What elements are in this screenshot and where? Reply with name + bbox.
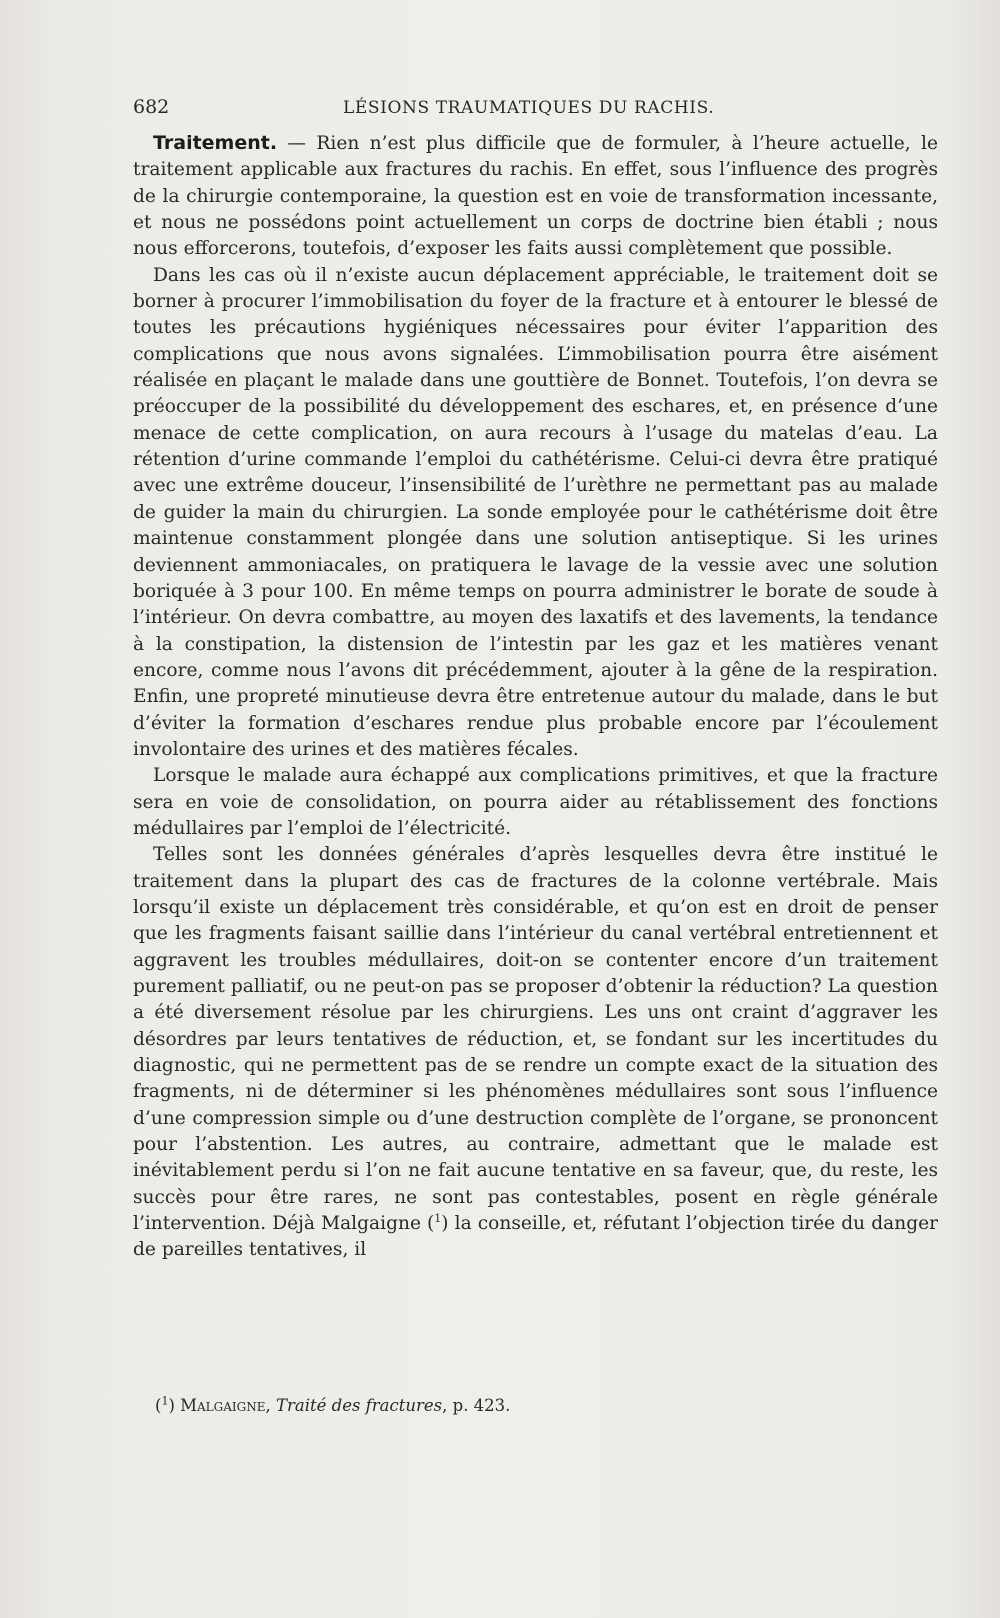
heading-dash: — xyxy=(277,133,317,154)
paragraph-1-text: Rien n’est plus difficile que de formuler, à l’heure actuelle, le traitement applicable aux fractures du rachis. En effet, sous l’influence des progrès de la chirurgie contemporaine, la question est en voie de transformation incessante, et nous ne possédons point actuellement un corps de doctrine bien établi ; nous nous efforcerons, toutefois, d’exposer les faits aussi complètement que possible. xyxy=(133,133,938,260)
paragraph-3: Lorsque le malade aura échappé aux complications primitives, et que la fracture sera en voie de consolidation, on pourra aider au rétablissement des fonctions médullaires par l’emploi de l’électricité. xyxy=(133,765,938,839)
paragraph-2: Dans les cas où il n’existe aucun déplacement appréciable, le traitement doit se borner à procurer l’immobilisation du foyer de la fracture et à entourer le blessé de toutes les précautions hygiéniques nécessaires pour éviter l’apparition des complications que nous avons signalées. L’immobilisation pourra être aisément réalisée en plaçant le malade dans une gouttière de Bonnet. Toutefois, l’on devra se préoccuper de la possibilité du développement des eschares, et, en présence d’une menace de cette complication, on aura recours à l’usage du matelas d’eau. La rétention d’urine commande l’emploi du cathétérisme. Celui-ci devra être pratiqué avec une extrême douceur, l’insensibilité de l’urèthre ne permettant pas au malade de guider la main du chirurgien. La sonde employée pour le cathétérisme doit être maintenue constamment plongée dans une solution antiseptique. Si les urines deviennent ammoniacales, on pratiquera le lavage de la vessie avec une solution boriquée à 3 pour 100. En même temps on pourra administrer le borate de soude à l’intérieur. On devra combattre, au moyen des laxatifs et des lavements, la tendance à la constipation, la distension de l’intestin par les gaz et les matières venant encore, comme nous l’avons dit précédemment, ajouter à la gêne de la respiration. Enfin, une propreté minutieuse devra être entretenue autour du malade, dans le but d’éviter la formation d’eschares rendue plus probable encore par l’écoulement involontaire des urines et des matières fécales. xyxy=(133,264,938,760)
footnote-reference: 1 xyxy=(434,1211,442,1225)
page-number: 682 xyxy=(133,96,170,118)
footnote-title: Traité des fractures xyxy=(276,1396,443,1415)
paragraph-4-text-a: Telles sont les données générales d’après lesquelles devra être institué le traitement dans la plupart des cas de fractures de la colonne vertébrale. Mais lorsqu’il existe un déplacement très considérable, et qu’on est en droit de penser que les fragments faisant saillie dans l’intérieur du canal vertébral entretiennent et aggravent les troubles médullaires, doit-on se contenter encore d’un traitement purement palliatif, ou ne peut-on pas se proposer d’obtenir la réduction? La question a été diversement résolue par les chirurgiens. Les uns ont craint d’aggraver les désordres par leurs tentatives de réduction, et, se fondant sur les incertitudes du diagnostic, qui ne permettent pas de se rendre un compte exact de la situation des fragments, ni de déterminer si les phénomènes médullaires sont sous l’influence d’une compression simple ou d’une destruction complète de l’organe, se prononcent pour l’abstention. Les autres, au contraire, admettant que le malade est inévitablement perdu si l’on ne fait aucune tentative en sa faveur, que, du reste, les succès pour être rares, ne sont pas contestables, posent en règle générale l’intervention. Déjà Malgaigne ( xyxy=(133,844,938,1235)
footnote-author: Malgaigne xyxy=(180,1396,266,1415)
running-title: LÉSIONS TRAUMATIQUES DU RACHIS. xyxy=(343,98,715,118)
footnote-comma: , xyxy=(265,1396,276,1415)
footnote-mark: 1 xyxy=(161,1394,169,1408)
paragraph-4 xyxy=(133,842,938,1264)
footnote: ($^1$) Malgaigne, Traité des fractures, p. 423. xyxy=(155,1394,511,1415)
section-heading: Traitement. xyxy=(153,132,278,154)
paragraph-4-text-b: ) la conseille, et, réfutant l’objection tirée du danger de pareilles tentatives, il xyxy=(133,1213,938,1261)
body-text xyxy=(133,130,938,1264)
paragraph-1 xyxy=(133,130,938,263)
footnote-page: , p. 423. xyxy=(442,1396,511,1415)
page-header xyxy=(133,96,938,126)
